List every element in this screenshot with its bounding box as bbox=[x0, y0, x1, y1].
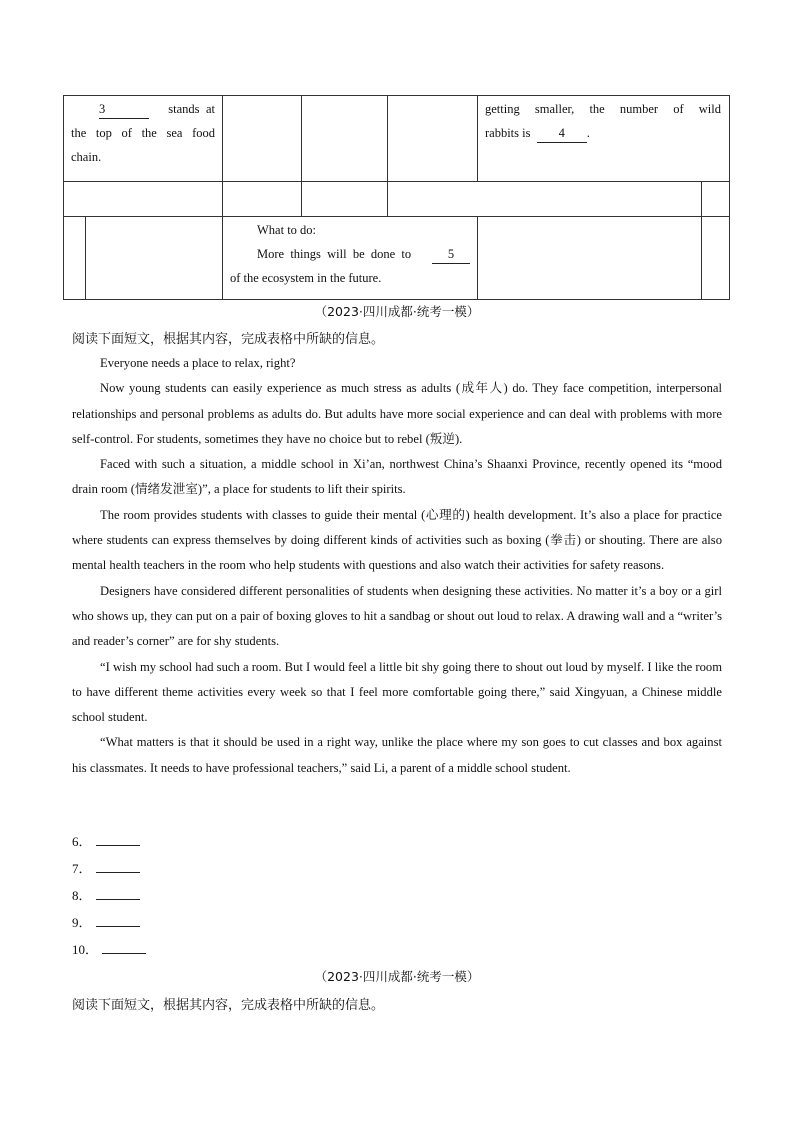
table-col-divider bbox=[701, 181, 702, 300]
table-cell-top-of-food-chain: 3 stands at the top of the sea food chain. bbox=[71, 102, 215, 164]
passage-paragraph: Everyone needs a place to relax, right? bbox=[100, 356, 296, 370]
passage-paragraph: The room provides students with classes to guide their mental (心理的) health development. It’s also a place for practice where students can express themselves by doing different kinds of activities such as boxing (拳击) or shouting. There are also mental health teachers in the room who help students with questions and also watch their activities for safety reasons. bbox=[72, 507, 722, 573]
instruction-text: 阅读下面短文，根据其内容，完成表格中所缺的信息。 bbox=[72, 998, 385, 1013]
passage-paragraph: “I wish my school had such a room. But I would feel a little bit shy going there to shout out loud by myself. I like the room to have different theme activities every week so that I feel more comfortable going there,” said Xingyuan, a Chinese middle school student. bbox=[72, 659, 722, 725]
table-cell-wild-rabbits: getting smaller, the number of wild rabbits is 4 . bbox=[485, 97, 721, 145]
answer-blank-3[interactable]: 3 bbox=[99, 100, 149, 119]
question-source: （2023·四川成都·统考一模） bbox=[314, 304, 480, 319]
answer-line-6[interactable] bbox=[96, 833, 140, 846]
answer-blank-4[interactable]: 4 bbox=[537, 124, 587, 143]
answer-item-7: 7． bbox=[72, 858, 140, 877]
answer-item-10: 10． bbox=[72, 939, 146, 958]
table-col-divider bbox=[301, 95, 302, 217]
answer-line-7[interactable] bbox=[96, 860, 140, 873]
table-col-divider bbox=[222, 216, 223, 300]
info-table bbox=[0, 0, 794, 310]
table-border-bottom bbox=[63, 299, 730, 300]
table-border-left bbox=[63, 95, 64, 300]
table-col-divider bbox=[387, 95, 388, 217]
answer-item-6: 6． bbox=[72, 831, 140, 850]
table-col-divider bbox=[222, 95, 223, 217]
passage-paragraph: Faced with such a situation, a middle school in Xi’an, northwest China’s Shaanxi Province, recently opened its “mood drain room (情绪发泄室)”, a place for students to lift their spirits. bbox=[72, 457, 722, 497]
answer-line-10[interactable] bbox=[102, 941, 146, 954]
answer-line-8[interactable] bbox=[96, 887, 140, 900]
reading-passage bbox=[72, 351, 722, 781]
passage-paragraph: Designers have considered different personalities of students when designing these activities. No matter it’s a boy or a girl who shows up, they can put on a pair of boxing gloves to hit a sandbag or shout out loud to relax. A drawing wall and a “writer’s and reader’s corner” are for shy students. bbox=[72, 583, 722, 649]
question-source: （2023·四川成都·统考一模） bbox=[314, 969, 480, 984]
instruction-text: 阅读下面短文，根据其内容，完成表格中所缺的信息。 bbox=[72, 332, 385, 347]
table-col-divider bbox=[477, 216, 478, 300]
table-row-divider bbox=[63, 216, 730, 217]
passage-paragraph: Now young students can easily experience as much stress as adults (成年人) do. They face competition, interpersonal relationships and personal problems as adults do. But adults have more social experience and can deal with problems with more self-control. For students, sometimes they have no choice but to rebel (叛逆). bbox=[72, 381, 722, 446]
table-row-divider bbox=[63, 181, 730, 182]
answer-item-8: 8． bbox=[72, 885, 140, 904]
table-col-divider bbox=[477, 95, 478, 182]
table-col-divider bbox=[85, 216, 86, 300]
table-border-top bbox=[63, 95, 730, 96]
answer-line-9[interactable] bbox=[96, 914, 140, 927]
answer-item-9: 9． bbox=[72, 912, 140, 931]
answer-blank-5[interactable]: 5 bbox=[432, 245, 470, 264]
table-border-right bbox=[729, 95, 730, 300]
table-cell-what-to-do: What to do: More things will be done to 5 of the ecosystem in the future. bbox=[230, 218, 470, 290]
passage-paragraph: “What matters is that it should be used in a right way, unlike the place where my son goes to cut classes and box against his classmates. It needs to have professional teachers,” said Li, a parent of a middle school student. bbox=[72, 735, 722, 775]
